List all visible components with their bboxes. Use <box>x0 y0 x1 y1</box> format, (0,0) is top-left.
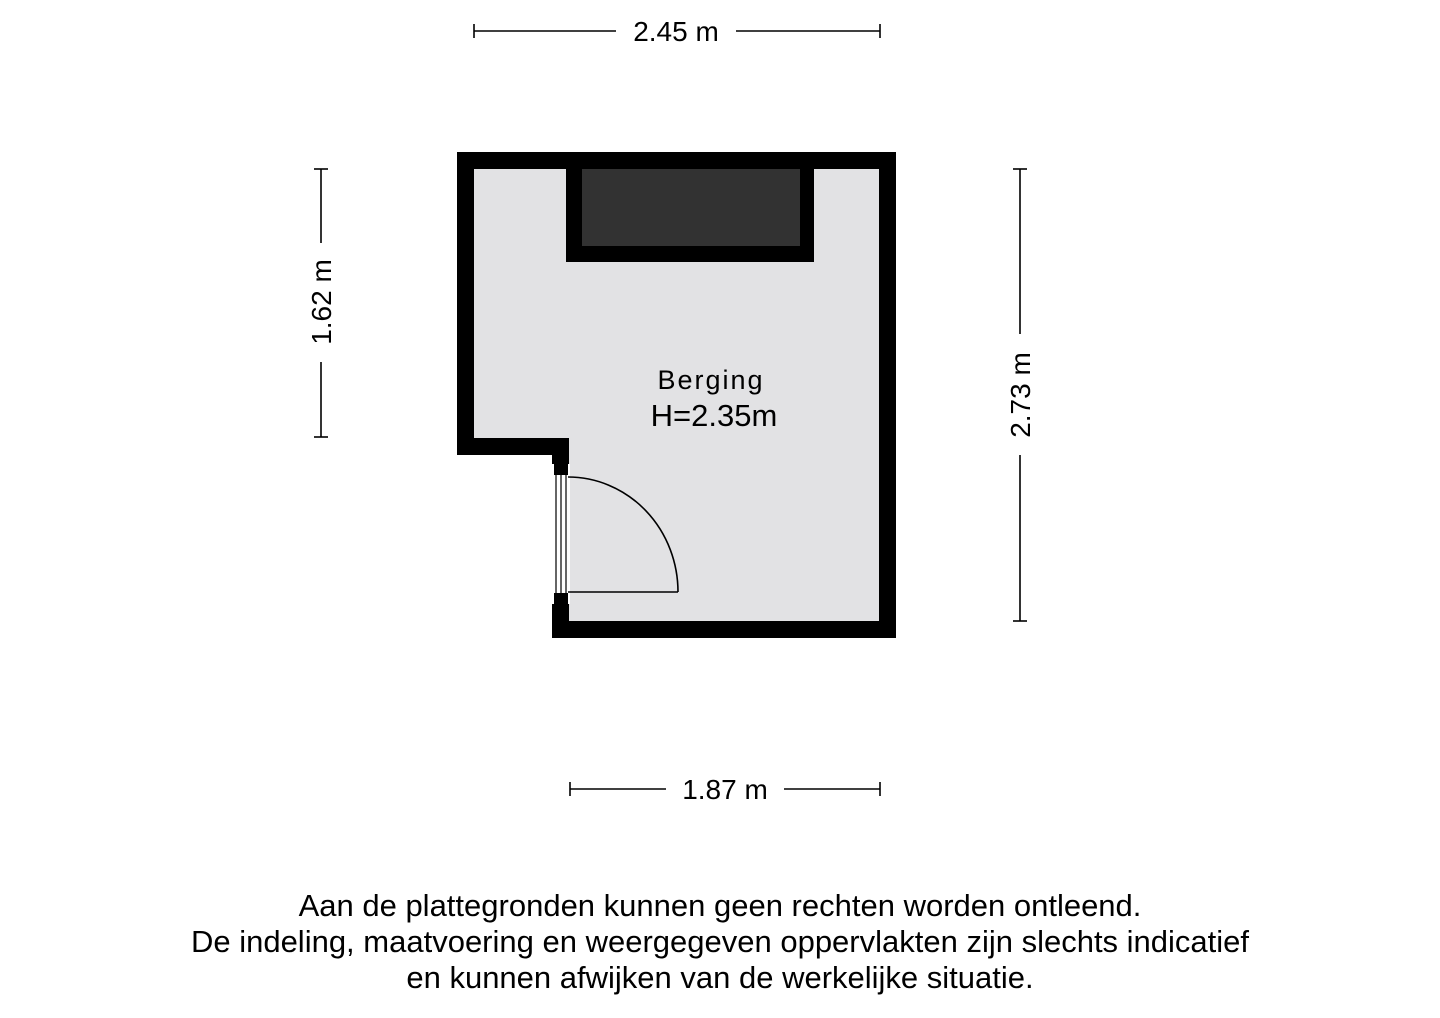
disclaimer-line-1: Aan de plattegronden kunnen geen rechten worden ontleend. <box>298 888 1142 923</box>
room-height: H=2.35m <box>650 398 778 433</box>
disclaimer-line-3: en kunnen afwijken van de werkelijke situatie. <box>406 960 1034 995</box>
disclaimer-line-2: De indeling, maatvoering en weergegeven oppervlakten zijn slechts indicatief <box>190 924 1250 959</box>
dimension-bottom-label: 1.87 m <box>682 774 768 805</box>
dimension-right <box>1005 169 1036 621</box>
dimension-left <box>306 169 337 437</box>
dimension-bottom <box>570 774 880 805</box>
dimension-top <box>474 16 880 47</box>
room-name: Berging <box>657 365 765 395</box>
dimension-top-label: 2.45 m <box>633 16 719 47</box>
fixture-fill <box>582 169 800 246</box>
dimension-left-label: 1.62 m <box>306 259 337 345</box>
dimension-right-label: 2.73 m <box>1005 352 1036 438</box>
disclaimer <box>0 888 1440 996</box>
